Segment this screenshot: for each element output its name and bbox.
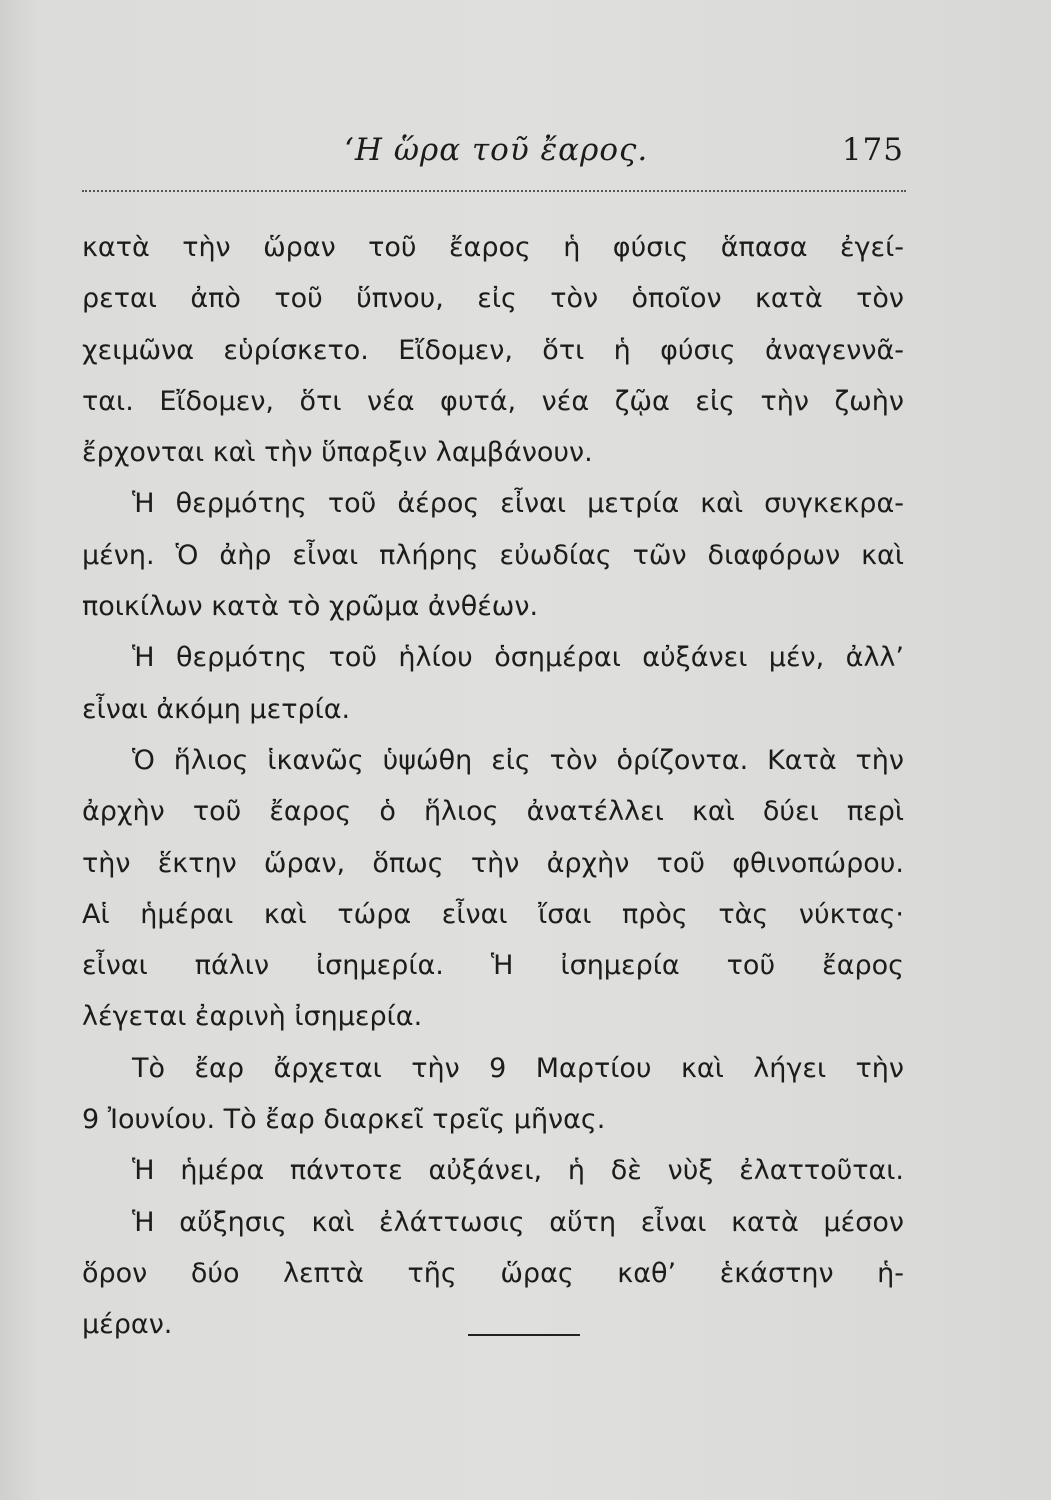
text-line: εἶναι ἀκόμη μετρία. [82, 693, 351, 725]
end-rule [468, 1334, 580, 1336]
text-line: ἔρχονται καὶ τὴν ὕπαρξιν λαμβάνουν. [82, 437, 593, 469]
header-rule [82, 190, 906, 192]
text-line: Ἡ θερμότης τοῦ ἡλίου ὁσημέραι αὐξάνει μέν, ἀλλ’ [132, 642, 904, 674]
text-line: εἶναι πάλιν ἰσημερία. Ἡ ἰσημερία τοῦ ἔαρος [82, 950, 904, 982]
text-line: ὅρον δύο λεπτὰ τῆς ὥρας καθ’ ἑκάστην ἡ- [82, 1257, 904, 1289]
text-line: χειμῶνα εὑρίσκετο. Εἴδομεν, ὅτι ἡ φύσις ἀναγεννᾶ- [82, 334, 904, 366]
text-line: Ἡ θερμότης τοῦ ἀέρος εἶναι μετρία καὶ συγκεκρα- [132, 488, 904, 520]
text-line: Αἱ ἡμέραι καὶ τώρα εἶναι ἴσαι πρὸς τὰς νύκτας· [82, 898, 904, 930]
running-title: ‘Η ὥρα τοῦ ἔαρος. [344, 132, 649, 168]
text-line: Ἡ αὔξησις καὶ ἐλάττωσις αὕτη εἶναι κατὰ μέσον [132, 1206, 904, 1238]
text-line: Ἡ ἡμέρα πάντοτε αὐξάνει, ἡ δὲ νὺξ ἐλαττοῦται. [132, 1155, 904, 1187]
text-line: μέραν. [82, 1309, 173, 1341]
text-line: τὴν ἕκτην ὥραν, ὅπως τὴν ἀρχὴν τοῦ φθινοπώρου. [82, 847, 904, 879]
text-line: 9 Ἰουνίου. Τὸ ἔαρ διαρκεῖ τρεῖς μῆνας. [82, 1104, 606, 1136]
text-line: λέγεται ἐαρινὴ ἰσημερία. [82, 1001, 423, 1033]
text-line: Τὸ ἔαρ ἄρχεται τὴν 9 Μαρτίου καὶ λήγει τὴν [132, 1052, 904, 1084]
text-line: ται. Εἴδομεν, ὅτι νέα φυτά, νέα ζῷα εἰς τὴν ζωὴν [82, 385, 904, 417]
text-line: ἀρχὴν τοῦ ἔαρος ὁ ἥλιος ἀνατέλλει καὶ δύει περὶ [82, 796, 904, 828]
running-head [82, 132, 904, 182]
page-number: 175 [841, 132, 904, 168]
body-text [82, 222, 904, 1351]
text-line: Ὁ ἥλιος ἱκανῶς ὑψώθη εἰς τὸν ὁρίζοντα. Κατὰ τὴν [132, 744, 904, 776]
text-line: μένη. Ὁ ἀὴρ εἶναι πλήρης εὐωδίας τῶν διαφόρων καὶ [82, 539, 904, 571]
text-line: ρεται ἀπὸ τοῦ ὕπνου, εἰς τὸν ὁποῖον κατὰ τὸν [82, 283, 904, 315]
text-line: ποικίλων κατὰ τὸ χρῶμα ἀνθέων. [82, 591, 539, 623]
text-line: κατὰ τὴν ὥραν τοῦ ἔαρος ἡ φύσις ἅπασα ἐγεί- [82, 232, 904, 263]
